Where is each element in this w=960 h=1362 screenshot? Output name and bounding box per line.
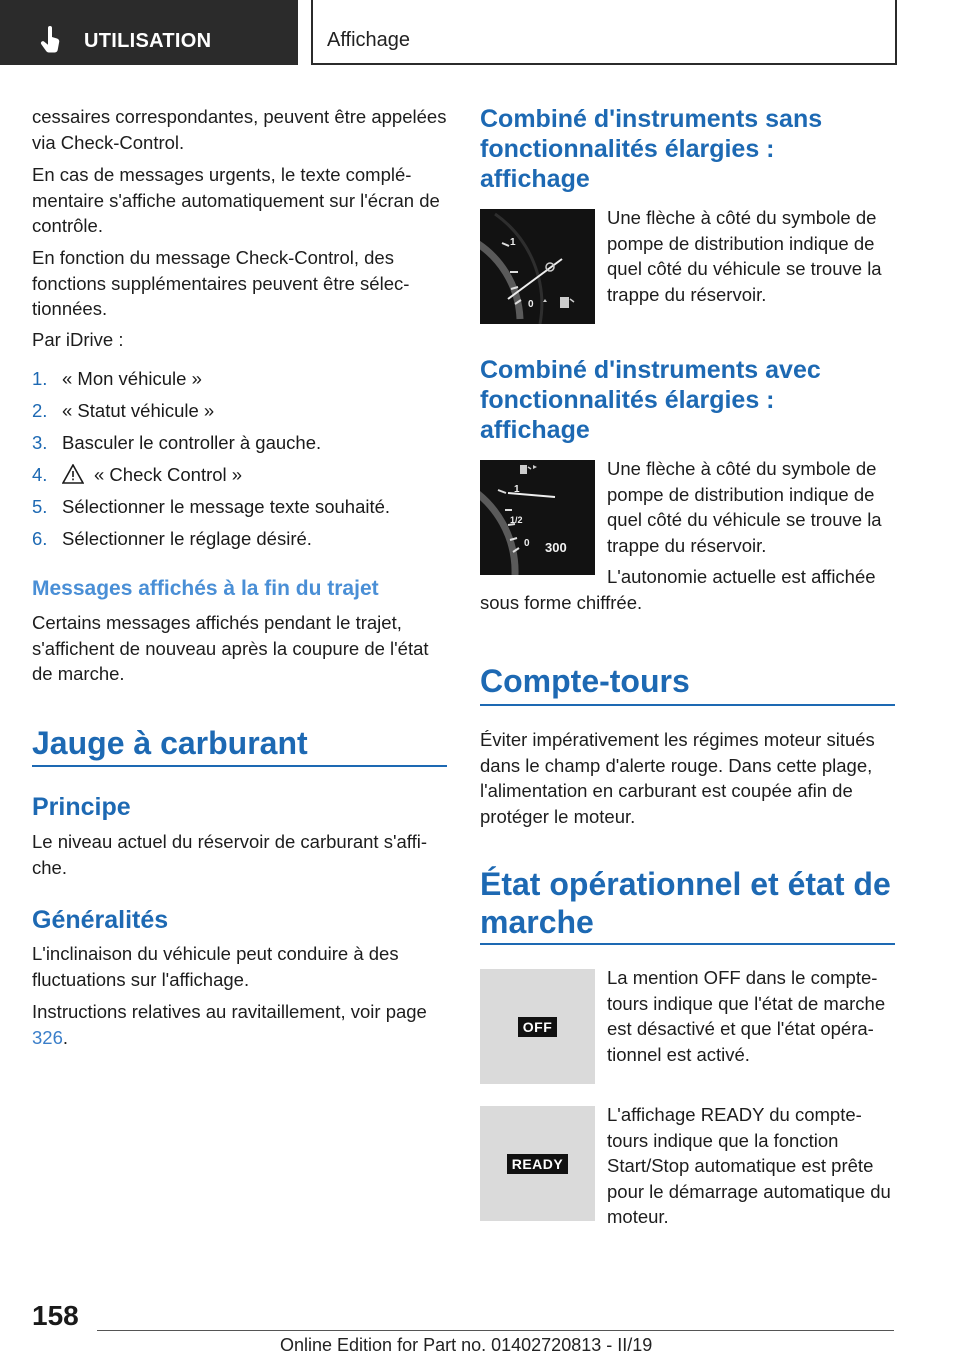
- paragraph-check-control-functions: cessaires correspondantes, peuvent être appelées via Check-Control.: [32, 106, 447, 153]
- gauge-tick-half: 1/2: [510, 515, 523, 525]
- step-number: 4.: [32, 464, 48, 485]
- header-title-box: [311, 0, 897, 65]
- header-section-label: UTILISATION: [84, 30, 212, 52]
- ready-indicator-image: [480, 1106, 595, 1221]
- heading-cluster-with: Combiné d'instruments avec fonctionnalités élargies : affichage: [480, 356, 821, 444]
- fuel-gauge-image: [480, 209, 595, 324]
- paragraph-additional-functions: En fonction du message Check-Control, des fonctions supplémentaires peuvent être sélectionnées.: [32, 247, 410, 319]
- step-number: 3.: [32, 432, 48, 453]
- step-text: Sélectionner le message texte souhaité.: [62, 496, 391, 517]
- paragraph-autonomie: L'autonomie actuelle est affichée sous forme chiffrée.: [480, 566, 876, 613]
- paragraph-idrive: Par iDrive :: [32, 329, 124, 350]
- step-number: 5.: [32, 496, 48, 517]
- heading-operational-state: État opérationnel et état de marche: [480, 866, 891, 940]
- heading-rule: [480, 943, 895, 945]
- gauge-tick-1: 1: [510, 237, 516, 248]
- steps-list: [32, 366, 447, 558]
- step-number: 2.: [32, 400, 48, 421]
- page-number: 158: [32, 1300, 79, 1331]
- step-text: « Mon véhicule »: [62, 368, 202, 389]
- paragraph-tachometer: Éviter impérativement les régimes moteur situés dans le champ d'alerte rouge. Dans cette plage, l'alimentation en carburant est coupée afin de protéger le moteur.: [480, 729, 875, 827]
- step-item: [32, 366, 447, 398]
- step-item: [32, 526, 447, 558]
- paragraph-cluster-with: Une flèche à côté du symbole de pompe de distribution indique de quel côté du véhicule se trouve la trappe du réservoir.: [607, 458, 882, 556]
- fuel-gauge-graphic: [480, 209, 595, 324]
- step-text: « Check Control »: [94, 464, 243, 485]
- off-tag: OFF: [518, 1017, 558, 1037]
- ready-tag: READY: [507, 1154, 569, 1174]
- heading-tachometer: Compte-tours: [480, 663, 690, 699]
- hand-pointer-icon: [40, 26, 62, 54]
- page-link[interactable]: 326: [32, 1026, 63, 1048]
- off-indicator-image: [480, 969, 595, 1084]
- footer-rule: [97, 1330, 894, 1331]
- fuel-gauge-extended-graphic: [480, 460, 595, 575]
- gauge-tick-1: 1: [514, 484, 520, 495]
- fuel-gauge-extended-image: [480, 460, 595, 575]
- heading-cluster-without: Combiné d'instruments sans fonctionnalités élargies : affichage: [480, 105, 823, 193]
- heading-rule: [480, 704, 895, 706]
- paragraph-ready: L'affichage READY du compte-tours indique que la fonction Start/Stop automatique est prête pour le démarrage automatique du moteur.: [607, 1104, 891, 1227]
- heading-rule: [32, 765, 447, 767]
- paragraph-messages-end-trip: Certains messages affichés pendant le trajet, s'affichent de nouveau après la coupure de l'état de marche.: [32, 612, 429, 684]
- step-number: 1.: [32, 368, 48, 389]
- paragraph-inclination: L'inclinaison du véhicule peut conduire à des fluctuations sur l'affichage.: [32, 943, 399, 990]
- step-item: [32, 494, 447, 526]
- paragraph-principe: Le niveau actuel du réservoir de carburant s'affiche.: [32, 831, 428, 878]
- step-item: [32, 430, 447, 462]
- step-number: 6.: [32, 528, 48, 549]
- refuel-text: Instructions relatives au ravitaillement, voir page: [32, 1001, 427, 1022]
- step-item: [32, 398, 447, 430]
- gauge-tick-0: 0: [528, 299, 534, 310]
- paragraph-cluster-without: Une flèche à côté du symbole de pompe de distribution indique de quel côté du véhicule se trouve la trappe du réservoir.: [607, 207, 882, 305]
- heading-generalites: Généralités: [32, 906, 169, 934]
- step-text: Sélectionner le réglage désiré.: [62, 528, 312, 549]
- warning-triangle-icon: [62, 464, 84, 484]
- refuel-text-end: .: [62, 1026, 69, 1048]
- paragraph-urgent-messages: En cas de messages urgents, le texte complémentaire s'affiche automatiquement sur l'écran de contrôle.: [32, 164, 440, 236]
- heading-fuel-gauge: Jauge à carburant: [32, 725, 308, 761]
- paragraph-refuel-instructions: [32, 999, 447, 1050]
- gauge-range-value: 300: [545, 540, 567, 555]
- header-section-tab: [0, 0, 298, 65]
- step-text: « Statut véhicule »: [62, 400, 215, 421]
- header-title: Affichage: [327, 29, 411, 51]
- heading-principe: Principe: [32, 793, 131, 821]
- heading-messages-end-trip: Messages affichés à la fin du trajet: [32, 577, 379, 600]
- footer-edition: Online Edition for Part no. 01402720813 - II/19: [280, 1335, 653, 1355]
- step-text: Basculer le controller à gauche.: [62, 432, 322, 453]
- gauge-tick-0: 0: [524, 538, 530, 549]
- paragraph-off: La mention OFF dans le compte-tours indique que l'état de marche est désactivé et que l'état opérationnel est activé.: [607, 967, 886, 1065]
- step-item: [32, 462, 447, 494]
